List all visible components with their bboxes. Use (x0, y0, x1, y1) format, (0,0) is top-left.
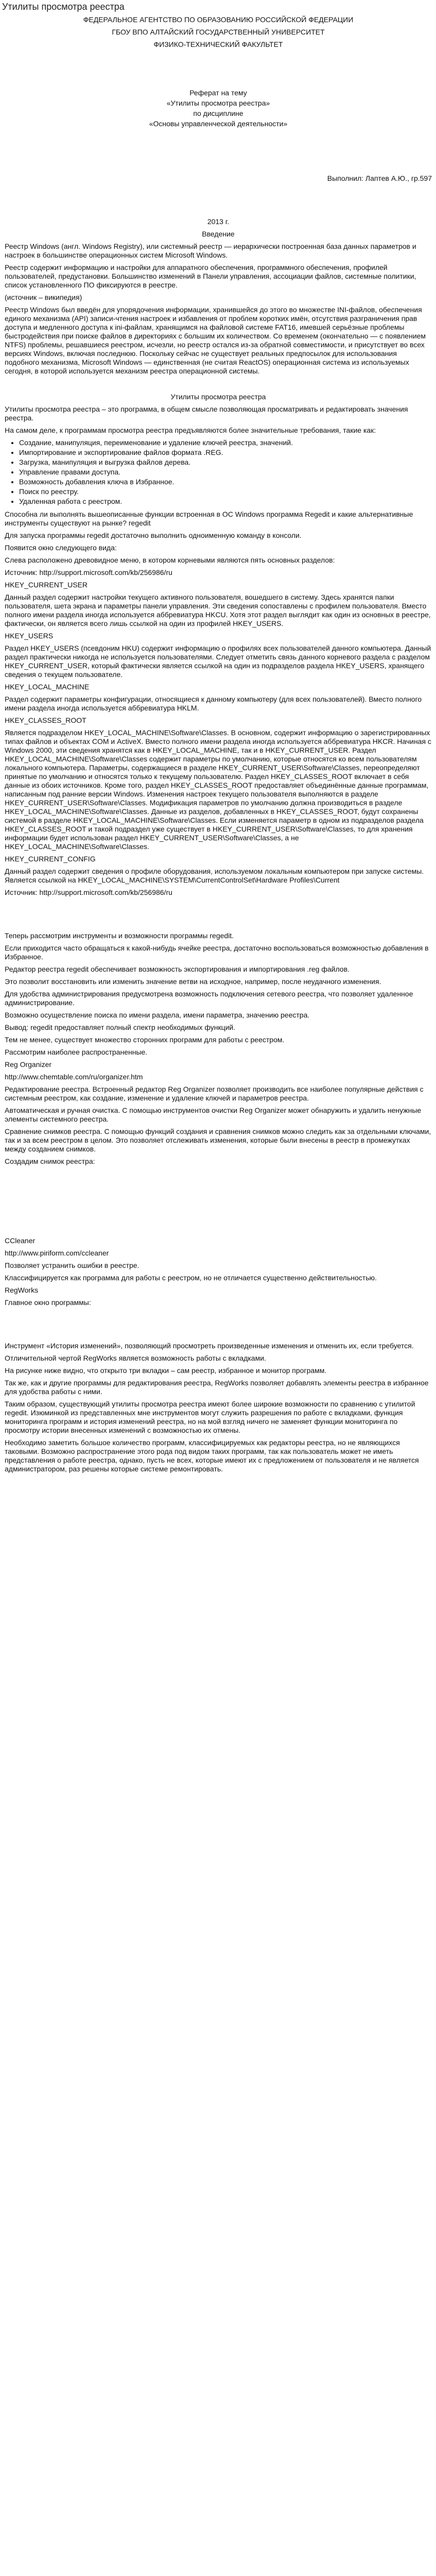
paragraph: Для удобства администрирования предусмотрена возможность подключения сетевого реестра, что позволяет удаленное администрирование. (5, 990, 413, 1007)
list-item: • Импортирование и экспортирование файлов формата .REG. (19, 448, 432, 457)
year: 2013 г. (207, 217, 230, 226)
paragraph: Слева расположено древовидное меню, в котором корневыми являются пять основных разделов: (5, 556, 335, 564)
registry-key-heading: HKEY_CLASSES_ROOT (5, 716, 86, 724)
utilities-heading: Утилиты просмотра реестра (170, 393, 266, 401)
paragraph: Раздел HKEY_USERS (псевдоним HKU) содержит информацию о профилях всех пользователей данного компьютера. Данный раздел практически никогда не используется пользователями. Следует отметить связь данного корневого раздела с разделом HKEY_CURRENT_USER, который фактически является ссылкой на один из подразделов раздела HKEY_USERS, хранящего сведения о текущем пользователе. (5, 644, 431, 679)
paragraph: Возможно осуществление поиска по имени раздела, имени параметра, значению реестра. (5, 1011, 310, 1019)
paragraph: На рисунке ниже видно, что открыто три вкладки – сам реестр, избранное и монитор программ. (5, 1366, 327, 1375)
paragraph: Редактирование реестра. Встроенный редактор Reg Organizer позволяет производить все наиболее популярные действия с системным реестром, как создание, изменение и удаление ключей и параметров реестра. (5, 1085, 424, 1102)
report-line-2: «Утилиты просмотра реестра» (166, 99, 270, 107)
paragraph: Является подразделом HKEY_LOCAL_MACHINE\Software\Classes. В основном, содержит информацию о зарегистрированных типах файлов и объектах COM и ActiveX. Вместо полного имени раздела иногда используется аббревиатура HKCR. Начиная с Windows 2000, эти сведения хранятся как в HKEY_LOCAL_MACHINE, так и в HKEY_CURRENT_USER. Раздел HKEY_LOCAL_MACHINE\Software\Classes содержит параметры по умолчанию, которые относятся ко всем пользователям локального компьютера. Параметры, содержащиеся в разделе HKEY_CURRENT_USER\Software\Classes, переопределяют принятые по умолчанию и относятся только к текущему пользователю. Раздел HKEY_CLASSES_ROOT включает в себя данные из обоих источников. Кроме того, раздел HKEY_CLASSES_ROOT предоставляет объединённые данные программам, написанным под ранние версии Windows. Изменения настроек текущего пользователя выполняются в разделе HKEY_CURRENT_USER\Software\Classes. Модификация параметров по умолчанию должна производиться в разделе HKEY_LOCAL_MACHINE\Software\Classes. Данные из разделов, добавленных в HKEY_CLASSES_ROOT, будут сохранены системой в разделе HKEY_LOCAL_MACHINE\Software\Classes. Если изменяется параметр в одном из подразделов раздела HKEY_CLASSES_ROOT и такой подраздел уже существует в HKEY_CURRENT_USER\Software\Classes, то для хранения информации будет использован раздел HKEY_CURRENT_USER\Software\Classes, а не HKEY_LOCAL_MACHINE\Software\Classes. (5, 728, 431, 851)
paragraph: Данный раздел содержит настройки текущего активного пользователя, вошедшего в систему. Здесь хранятся папки пользователя, шета экрана и параметры панели управления. Эти сведения сопоставлены с профилем пользователя. Вместо полного имени раздела иногда используется аббревиатура HKCU. Хотя этот раздел выглядит как один из основных в реестре, фактически, он является всего лишь ссылкой на один из профилей HKEY_USERS. (5, 593, 431, 628)
paragraph: Таким образом, существующий утилиты просмотра реестра имеют более широкие возможности по сравнению с утилитой regedit. Изюминкой из представленных мне инструментов могут служить разрешения по работе с вкладками, функция мониторинга программ и история изменений реестра, но на мой взгляд ничего не заменяет функции мониторинга по просмотру истории внесенных изменений с возможностью их отмены. (5, 1400, 415, 1434)
paragraph: Автоматическая и ручная очистка. С помощью инструментов очистки Reg Organizer может обнаружить и удалить ненужные элементы системного реестра. (5, 1106, 422, 1123)
author-line: Выполнил: Лаптев А.Ю., гр.597 (327, 174, 432, 182)
list-item: • Поиск по реестру. (19, 487, 432, 496)
paragraph: Создадим снимок реестра: (5, 1157, 95, 1165)
document-body (5, 15, 432, 1477)
registry-key-heading: HKEY_CURRENT_USER (5, 581, 88, 589)
program-link: http://www.chemtable.com/ru/organizer.htm (5, 1073, 143, 1081)
header-university: ГБОУ ВПО АЛТАЙСКИЙ ГОСУДАРСТВЕННЫЙ УНИВЕРСИТЕТ (112, 28, 325, 36)
report-line-4: «Основы управленческой деятельности» (149, 120, 288, 128)
list-item: • Удаленная работа с реестром. (19, 497, 432, 506)
paragraph: Позволяет устранить ошибки в реестре. (5, 1261, 139, 1269)
paragraph: Способна ли выполнять вышеописанные функции встроенная в ОС Windows программа Regedit и какие альтернативные инструменты существуют на рынке? regedit (5, 510, 413, 527)
list-item: • Загрузка, манипуляция и выгрузка файлов дерева. (19, 458, 432, 467)
paragraph: Для запуска программы regedit достаточно выполнить одноименную команду в консоли. (5, 531, 302, 539)
paragraph: Утилиты просмотра реестра – это программа, в общем смысле позволяющая просматривать и редактировать значения реестра. (5, 405, 408, 422)
registry-key-heading: HKEY_USERS (5, 632, 54, 640)
paragraph: Классифицируется как программа для работы с реестром, но не отличается существенно действительностью. (5, 1274, 377, 1282)
requirements-list (19, 438, 432, 506)
report-line-1: Реферат на тему (189, 89, 247, 97)
paragraph: Раздел содержит параметры конфигурации, относящиеся к данному компьютеру (для всех пользователей). Вместо полного имени раздела иногда используется аббревиатура HKLM. (5, 695, 422, 712)
list-item: • Возможность добавления ключа в Избранное. (19, 478, 432, 486)
list-item: • Создание, манипуляция, переименование и удаление ключей реестра, значений. (19, 438, 432, 447)
paragraph: Необходимо заметить большое количество программ, классифицируемых как редакторы реестра, но не являющихся таковыми. Возможно распространение этого рода под видом таких программ, так как пользователь может не иметь представления о работе реестра, однако, пусть не всех, которые имеют их с предложением от пользователя и не является администратором, раз решены которые системе ремонтировать. (5, 1438, 419, 1473)
report-line-3: по дисциплине (193, 109, 243, 117)
program-name: CCleaner (5, 1236, 36, 1245)
source-link: Источник: http://support.microsoft.com/kb/256986/ru (5, 888, 172, 896)
paragraph: Инструмент «История изменений», позволяющий просмотреть произведенные изменения и отменить их, если требуется. (5, 1342, 414, 1350)
paragraph: Так же, как и другие программы для редактирования реестра, RegWorks позволяет добавлять элементы реестра в избранное для удобства работы с ними. (5, 1379, 429, 1396)
paragraph: Сравнение снимков реестра. С помощью функций создания и сравнения снимков можно следить как за отдельными ключами, так и за всем реестром в целом. Это позволяет отслеживать изменения, которые были внесены в реестр в промежутках между созданием снимков. (5, 1127, 431, 1153)
source-note: (источник – википедия) (5, 293, 82, 301)
registry-key-heading: HKEY_CURRENT_CONFIG (5, 855, 96, 863)
program-link: http://www.piriform.com/ccleaner (5, 1249, 109, 1257)
registry-key-heading: HKEY_LOCAL_MACHINE (5, 683, 90, 691)
program-name: RegWorks (5, 1286, 39, 1294)
paragraph: Реестр Windows был введён для упорядочения информации, хранившейся до этого во множестве INI-файлов, обеспечения единого механизма (API) записи-чтения настроек и избавления от проблем коротких имён, отсутствия разграничения прав доступа и медленного доступа к ini-файлам, хранящимся на файловой системе FAT16, имевшей серьёзные проблемы быстродействия при поиске файлов в директориях с большим их количеством. Со временем (окончательно — с появлением NTFS) проблемы, решавшиеся реестром, исчезли, но реестр остался из-за обратной совместимости, и присутствует во всех версиях Windows, включая последнюю. Поскольку сейчас не существует реальных предпосылок для использования подобного механизма, Microsoft Windows — единственная (не считая ReactOS) операционная система из используемых сегодня, в которой используется механизм реестра операционной системы. (5, 306, 426, 375)
paragraph: Редактор реестра regedit обеспечивает возможность экспортирования и импортирования .reg файлов. (5, 965, 350, 973)
header-faculty: ФИЗИКО-ТЕХНИЧЕСКИЙ ФАКУЛЬТЕТ (153, 40, 283, 48)
page-title: Утилиты просмотра реестра (2, 2, 125, 12)
paragraph: Главное окно программы: (5, 1298, 91, 1307)
paragraph: Данный раздел содержит сведения о профиле оборудования, используемом локальным компьютером при запуске системы. Является ссылкой на HKEY_LOCAL_MACHINE\SYSTEM\CurrentControlSet\Hardware Profiles\Current (5, 867, 424, 884)
intro-heading: Введение (202, 230, 235, 238)
paragraph: Рассмотрим наиболее распространенные. (5, 1048, 148, 1056)
header-agency: ФЕДЕРАЛЬНОЕ АГЕНТСТВО ПО ОБРАЗОВАНИЮ РОССИЙСКОЙ ФЕДЕРАЦИИ (83, 15, 354, 24)
paragraph: Появится окно следующего вида: (5, 544, 117, 552)
paragraph: Теперь рассмотрим инструменты и возможности программы regedit. (5, 931, 234, 940)
paragraph: Если приходится часто обращаться к какой-нибудь ячейке реестра, достаточно воспользоваться возможностью добавления в Избранное. (5, 944, 429, 961)
paragraph: На самом деле, к программам просмотра реестра предъявляются более значительные требования, такие как: (5, 426, 376, 434)
report-title-block (5, 89, 432, 128)
paragraph: Вывод: regedit предоставляет полный спектр необходимых функций. (5, 1023, 236, 1031)
program-name: Reg Organizer (5, 1060, 52, 1069)
list-item: • Управление правами доступа. (19, 468, 432, 477)
paragraph: Реестр Windows (англ. Windows Registry), или системный реестр — иерархически построенная база данных параметров и настроек в большинстве операционных систем Microsoft Windows. (5, 242, 416, 259)
paragraph: Тем не менее, существует множество сторонних программ для работы с реестром. (5, 1036, 285, 1044)
paragraph: Реестр содержит информацию и настройки для аппаратного обеспечения, программного обеспечения, профилей пользователей, предустановки. Большинство изменений в Панели управления, ассоциации файлов, системные политики, список установленного ПО фиксируются в реестре. (5, 263, 416, 289)
source-link: Источник: http://support.microsoft.com/kb/256986/ru (5, 568, 172, 577)
paragraph: Это позволит восстановить или изменить значение ветви на исходное, например, после неудачного изменения. (5, 977, 381, 986)
paragraph: Отличительной чертой RegWorks является возможность работы с вкладками. (5, 1354, 266, 1362)
